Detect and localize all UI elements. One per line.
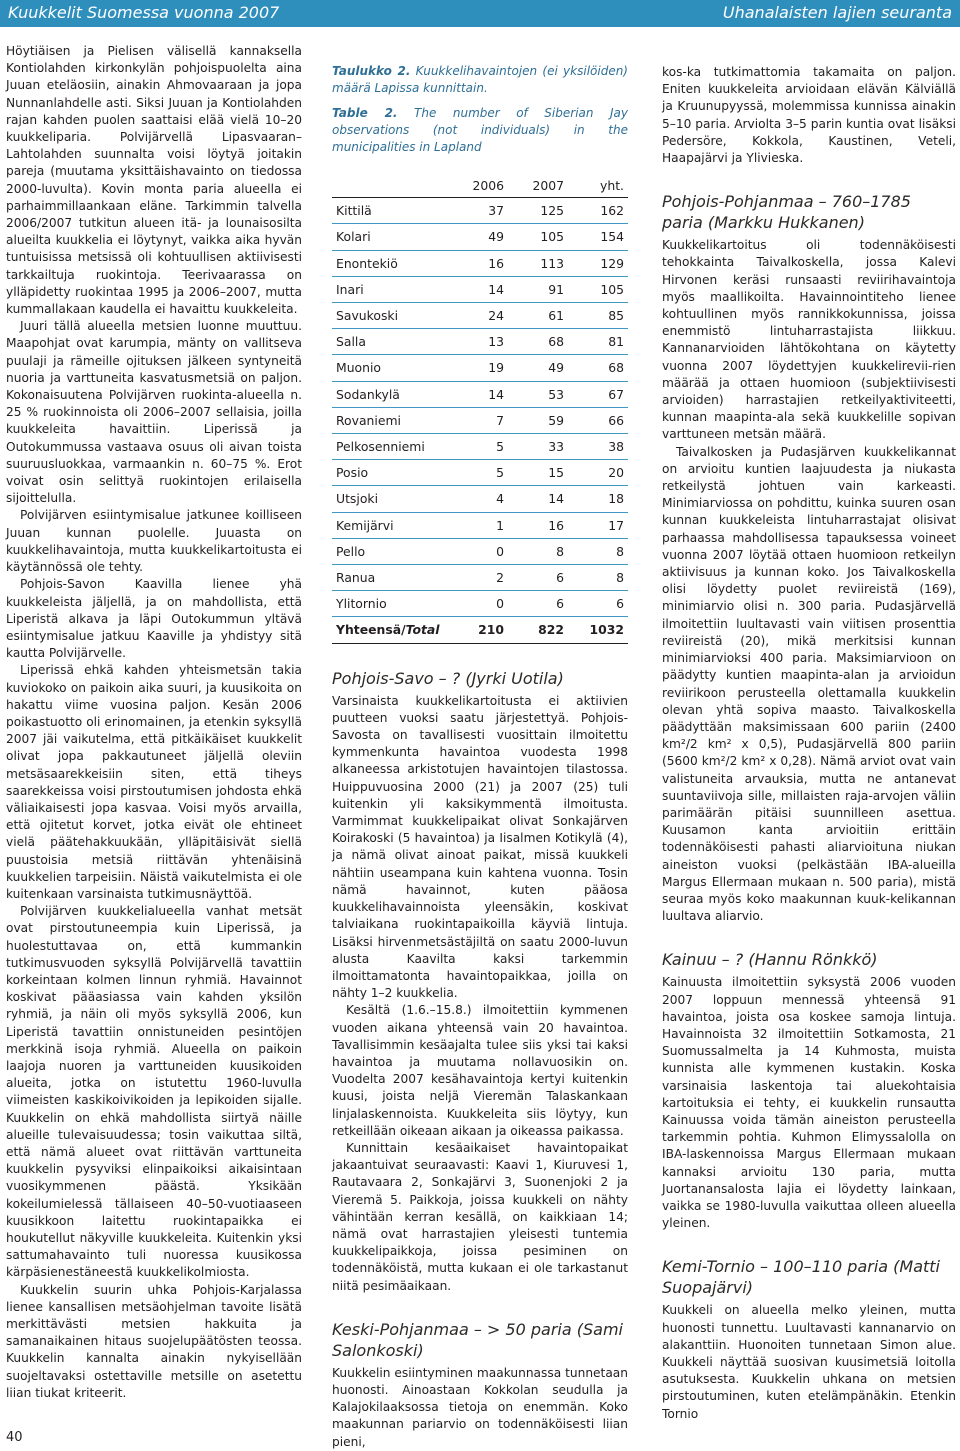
total-cell: 1032: [568, 617, 628, 643]
municipality-cell: Muonio: [332, 355, 448, 381]
table-row: [332, 434, 628, 460]
paragraph: Kuukkelin esiintyminen maakunnassa tunnetaan huonosti. Ainoastaan Kokkolan seudulla ja Kalajokilaaksossa tietoja on enemmän. Koko maakunnan pariarvio on todennäköisesti liian pieni,: [332, 1365, 628, 1449]
paragraph: Kuukkeli on alueella melko yleinen, mutta huonosti tunnettu. Luultavasti kannanarvio on alakanttiin. Huonoiten tunnetaan Simon alue. Kuukkeli näyttää suosivan kuusimetsiä loitolla asutuksesta. Kuukkelin uhkana on metsien pirstoutuminen, kuten etelämpänäkin. Etenkin Tornio: [662, 1303, 956, 1421]
section-heading: Kainuu – ? (Hannu Rönkkö): [662, 950, 878, 970]
municipality-cell: Utsjoki: [332, 486, 448, 512]
caption-text: The number of Siberian Jay observations (not individuals) in the municipalities in Lapland: [332, 106, 628, 154]
table-row: [332, 381, 628, 407]
municipality-cell: Enontekiö: [332, 250, 448, 276]
count-cell: 14: [508, 486, 568, 512]
table-row: [332, 329, 628, 355]
table-row: [332, 512, 628, 538]
municipality-cell: Ranua: [332, 565, 448, 591]
table-row: [332, 355, 628, 381]
count-cell: 81: [568, 329, 628, 355]
table-header: 2007: [508, 174, 568, 198]
total-label-en: Total: [405, 622, 440, 638]
count-cell: 16: [508, 512, 568, 538]
paragraph: kos-ka tutkimattomia takamaita on paljon. Eniten kuukkeleita arvioidaan elävän Kälviällä ja Kruunupyyssä, molemmissa kunnissa ainakin 5–10 paria. Arviolta 3–5 parin kuntia ovat lisäksi Pedersöre, Kokkola, Kaustinen, Veteli, Haapajärvi ja Ylivieska.: [662, 65, 956, 166]
total-label: Yhteensä/: [336, 622, 406, 638]
count-cell: 6: [568, 591, 628, 617]
count-cell: 15: [508, 460, 568, 486]
count-cell: 53: [508, 381, 568, 407]
municipality-cell: Savukoski: [332, 303, 448, 329]
table-header: 2006: [448, 174, 508, 198]
table-header: [332, 174, 448, 198]
count-cell: 49: [508, 355, 568, 381]
paragraph: Juuri tällä alueella metsien luonne muuttuu. Maapohjat ovat karumpia, mänty on vallitseva puulaji ja rämeille ojituksen jälkeen syntyneitä nuoria ja varttuneita kasvatusmetsiä on paljon. Kokonaisuutena Polvijärven ruokinta-alueella n. 25 % ruokinnoista oli 2006–2007 sellaisia, joilla kuukkeleita havaittiin. Liperissä ja Outokummussa vastaava osuus oli aivan toista suuruusluokkaa, varmaankin n. 60–75 %. Erot voivat osin selittyä ruokintojen erilaisella sijoittelulla.: [6, 319, 302, 506]
table-row: [332, 224, 628, 250]
municipality-cell: Pelkosenniemi: [332, 434, 448, 460]
count-cell: 13: [448, 329, 508, 355]
page-number: 40: [6, 1430, 23, 1445]
paragraph: Polvijärven esiintymisalue jatkunee koilliseen Juuan kunnan puolelle. Juuasta on kuukkelihavaintoja, mutta kuukkelikartoitusta ei käytännössä ole tehty.: [6, 508, 302, 575]
total-cell: 822: [508, 617, 568, 643]
count-cell: 85: [568, 303, 628, 329]
paragraph: Pohjois-Savon Kaavilla lienee yhä kuukkeleista jäljellä, ja on mahdollista, että Liperistä alkava ja läpi Outokummun yltävä esiintymisalue jatkuu Kaaville ja yhdistyy sitä kautta Polvijärvelle.: [6, 577, 302, 661]
count-cell: 2: [448, 565, 508, 591]
text-column-3: [662, 64, 956, 1423]
paragraph: Kesältä (1.6.–15.8.) ilmoitettiin kymmenen vuoden aikana yhteensä vain 20 havaintoa. Tavallisimmin kesäajalta tulee siis yksi tai kaksi havaintoa ja muutama nollavuosikin on. Vuodelta 2007 kesähavaintoja kertyi kuitenkin kuusi, joista neljä Vieremän Talaskankaan linjalaskennoista. Kuukkeleita siis löytyy, kun retkeillään oikeaan aikaan ja oikeassa paikassa.: [332, 1003, 628, 1138]
table-row: [332, 486, 628, 512]
table-row: [332, 198, 628, 224]
text-column-2: [332, 63, 628, 1451]
page-header: [0, 0, 960, 27]
count-cell: 17: [568, 512, 628, 538]
municipality-cell: Kemijärvi: [332, 512, 448, 538]
count-cell: 8: [568, 538, 628, 564]
count-cell: 0: [448, 538, 508, 564]
table-row: [332, 303, 628, 329]
caption-text: Kuukkelihavaintojen (ei yksilöiden) määrä Lapissa kunnittain.: [332, 64, 628, 95]
municipality-cell: Ylitornio: [332, 591, 448, 617]
count-cell: 5: [448, 434, 508, 460]
paragraph: Varsinaista kuukkelikartoitusta ei aktiivien puutteen vuoksi saatu järjestettyä. Pohjois-Savosta on tavallisesti vuosittain ilmoitettu kymmenkunta havaintoa vuodesta 1998 alkaneessa arkistotujen havaintojen tilastossa. Huippuvuosina 2000 (21) ja 2007 (25) tuli kuitenkin yli kaksikymmentä ilmoitusta. Varmimmat kuukkelipaikat olivat Sonkajärven Koirakoski (5 havaintoa) ja Iisalmen Kotikylä (4), ja nämä olivat ainoat paikat, missä kuukkeli nähtiin useampana kuin kahtena vuonna. Tosin nämä havainnot, kuten pääosa kuukkelihavainnoista yleensäkin, koskivat talviaikana ruokintapaikoilla käyviä lintuja. Lisäksi hirvenmetsästäjiltä on saatu 2000-luvun alusta Kaavilta kaksi tarkemmin ilmoittamatonta havaintopaikkaa, joilla on nähty 1–2 kuukkelia.: [332, 693, 628, 1001]
table-header: yht.: [568, 174, 628, 198]
count-cell: 16: [448, 250, 508, 276]
total-cell: 210: [448, 617, 508, 643]
count-cell: 8: [568, 565, 628, 591]
count-cell: 14: [448, 276, 508, 302]
municipality-cell: Sodankylä: [332, 381, 448, 407]
table-row: [332, 565, 628, 591]
total-label-cell: [332, 617, 448, 643]
count-cell: 91: [508, 276, 568, 302]
municipality-cell: Posio: [332, 460, 448, 486]
caption-label: Table 2.: [332, 106, 398, 120]
count-cell: 125: [508, 198, 568, 224]
section-title: Uhanalaisten lajien seuranta: [722, 3, 952, 22]
paragraph: Taivalkosken ja Pudasjärven kuukkelikannat on arvioitu kuntien laajuudesta ja niukasta retkeilystä johtuen vain karkeasti. Minimiarviossa on pohdittu, kuinka suuren osan kunnan kuukkeleista lintuharrastajat olisivat parhaassa mahdollisessa tapauksessa voineet vuonna 2007 löytää ottaen huomioon retkeilyn aktiivisuus ja kunnan koko. Jos Taivalkoskella olisi löydetty puolet reviireistä (169), minimiarvio olisi n. 300 paria. Pudasjärvellä ilmoitettiin luultavasti vain viitisen prosenttia reviireistä (20), mikä merkitsisi kunnan minimiarvioksi 400 paria. Maksimiarvioon on päädytty kuntien maapinta-alan ja arvioidun reviirikoon perusteella olettamalla kuukkelin olevan yhtä sopiva maasto. Taivalkoskella päädyttään maksimissaan 600 pariin (2400 km²/2 km² x 0,5), Pudasjärvellä 800 pariin (5600 km²/2 km² x 0,28). Nämä arviot ovat vain valistuneita arvauksia, mutta ne antanevat suuntaviivoja sille, millaisten raja-arvojen väliin parimäärän pitäisi suunnilleen asettua. Kuusamon kanta arvioitiin erittäin todennäköisesti pahasti aliarvioituna niukan aineiston vuoksi (pelkästään IBA-alueilla Margus Ellermaan mukaan n. 500 paria), mistä seuraa myös koko maakunnan kuuk-kelikannan luultava aliarvio.: [662, 444, 956, 924]
table-row: [332, 460, 628, 486]
municipality-cell: Kittilä: [332, 198, 448, 224]
count-cell: 19: [448, 355, 508, 381]
table-row: [332, 538, 628, 564]
count-cell: 67: [568, 381, 628, 407]
count-cell: 37: [448, 198, 508, 224]
table-row: [332, 591, 628, 617]
table-row: [332, 407, 628, 433]
count-cell: 129: [568, 250, 628, 276]
count-cell: 66: [568, 407, 628, 433]
count-cell: 68: [508, 329, 568, 355]
count-cell: 24: [448, 303, 508, 329]
table-row: [332, 250, 628, 276]
count-cell: 7: [448, 407, 508, 433]
count-cell: 8: [508, 538, 568, 564]
section-heading: Kemi-Tornio – 100–110 paria (Matti Suopajärvi): [662, 1257, 940, 1298]
count-cell: 113: [508, 250, 568, 276]
count-cell: 20: [568, 460, 628, 486]
count-cell: 61: [508, 303, 568, 329]
table-row: [332, 276, 628, 302]
count-cell: 6: [508, 591, 568, 617]
municipality-cell: Kolari: [332, 224, 448, 250]
table-total-row: [332, 617, 628, 643]
table-caption-en: [332, 105, 628, 156]
journal-title: Kuukkelit Suomessa vuonna 2007: [8, 3, 280, 22]
count-cell: 14: [448, 381, 508, 407]
paragraph: Kuukkelin suurin uhka Pohjois-Karjalassa lienee kansallisen metsäohjelman tavoite lisätä merkittävästi metsien hakkuita ja samanaikainen hitaus suojelupäätösten teossa. Kuukkelin kannalta ainakin nykyisellään suojeltavaksi ostettaville metsille on asetettu liian tiukat kriteerit.: [6, 1282, 302, 1400]
paragraph: Kainuusta ilmoitettiin syksystä 2006 vuoden 2007 loppuun mennessä yhteensä 91 havaintoa, joista osa koskee samoja lintuja. Havainnoista 32 ilmoitettiin Sotkamosta, 21 Suomussalmelta ja 14 Kuhmosta, muista kunnista alle kymmenen kustakin. Koska varsinaisia laskentoja tai aluekohtaisia kartoituksia ei tehty, ei kuukkelin runsautta Kainuussa voida tämän aineiston perusteella tarkemmin pohtia. Kuhmon Elimyssalolla on IBA-laskennoissa Margus Ellermaan mukaan kannaksi arvioitu 130 paria, mutta Juortanansalosta lajia ei löydetty lainkaan, vaikka se 1980-luvulla vaikuttaa olleen alueella yleinen.: [662, 975, 956, 1231]
section-heading: Keski-Pohjanmaa – > 50 paria (Sami Salonkoski): [332, 1319, 623, 1360]
count-cell: 1: [448, 512, 508, 538]
count-cell: 68: [568, 355, 628, 381]
caption-label: Taulukko 2.: [332, 64, 411, 78]
count-cell: 105: [508, 224, 568, 250]
count-cell: 59: [508, 407, 568, 433]
count-cell: 6: [508, 565, 568, 591]
count-cell: 154: [568, 224, 628, 250]
paragraph: Kuukkelikartoitus oli todennäköisesti tehokkainta Taivalkoskella, jossa Kalevi Hirvonen keräsi runsaasti reviirihavaintoja myös maallikoilta. Havainnointiteho lienee kohtuullinen myös rannikkokunnissa, joissa enemmistö lintuharrastajista liikkuu. Kannanarvioiden lähtökohtana on käytetty vuonna 2007 löydettyjen kuukkelirevii-rien määrää ja ottaen huomioon (subjektiivisesti arvioiden) harrastajien retkeilyaktiviteetti, kunnan maapinta-ala sekä kuukkelille sopivan varttuneen metsän määrä.: [662, 238, 956, 442]
count-cell: 38: [568, 434, 628, 460]
count-cell: 18: [568, 486, 628, 512]
section-heading: Pohjois-Pohjanmaa – 760–1785 paria (Markku Hukkanen): [662, 192, 911, 233]
municipality-cell: Salla: [332, 329, 448, 355]
paragraph: Liperissä ehkä kahden yhteismetsän takia kuviokoko on paikoin aika suuri, ja kuusikoita on hakattu viime vuosina paljon. Kesän 2006 poikastuotto oli erinomainen, ja etenkin syksyllä 2007 jäi vaikutelma, että pitkäikäiset kuukkelit olivat jopa pakkautuneet jäljellä oleviin metsäsaarekkeisiin siten, että tiheys saarekkeissa voisi pirstoutumisen johdosta ehkä väliaikaisesti jopa kasvaa. Voisi myös arvailla, että ojitetut korvet, jotka eivät ole ehtineet vielä päätehakkuukään, ylläpitäisivät siellä puustoisia metsiä riittävän yhtenäisinä kuukkelien tarpeisiin. Näistä vaikutelmista ei ole kuitenkaan varsinaista tutkimusnäyttöä.: [6, 663, 302, 901]
municipality-cell: Inari: [332, 276, 448, 302]
paragraph: Polvijärven kuukkelialueella vanhat metsät ovat pirstoutuneempia kuin Liperissä, ja huolestuttavaa on, että kummankin tutkimusvuoden syksyllä Polvijärvellä tavattiin korkeintaan kolmen linnun ryhmiä. Havainnot koskivat pääasiassa vain kahden yksilön ryhmiä, ja näin oli myös syksyllä 2006, kun Liperistä tavattiin onnistuneiden pesintöjen merkkinä isoja ryhmiä. Alueella on paikoin laajoja nuoren ja varttuneiden kuusikoiden alueita, jotka on istutettu 1960-luvulla viimeisten kaskikoivikoiden ja lepikoiden sijalle. Kuukkelin on ehkä mahdollista siirtyä näille alueille tulevaisuudessa; tosin vaikuttaa siltä, että nämä alueet ovat riittävän varttuneita kuukkelin pysyviksi elinpaikoiksi aikaisintaan vuosikymmenen päästä. Yksikään kokeilumielessä tällaiseen 40–50-vuotiaaseen kuusikkoon laitettu ruokintapaikka ei houkutellut näkyville kuukkeleita. Kuitenkin yksi sattumahavainto tuli nuoressa kuusikossa kärpäsienestäneestä kuukkelikolmiosta.: [6, 904, 302, 1280]
count-cell: 105: [568, 276, 628, 302]
municipality-cell: Pello: [332, 538, 448, 564]
count-cell: 5: [448, 460, 508, 486]
count-cell: 4: [448, 486, 508, 512]
count-cell: 0: [448, 591, 508, 617]
municipality-cell: Rovaniemi: [332, 407, 448, 433]
count-cell: 33: [508, 434, 568, 460]
table-caption-fi: [332, 63, 628, 97]
paragraph: Höytiäisen ja Pielisen välisellä kannaksella Kontiolahden kirkonkylän pohjoispuolelta aina Juuan eteläosiin, ainakin Ahmovaaraan ja jopa Nunnanlahdelle asti. Siksi Juuan ja Kontiolahden rajan kahden puolen saattaisi elää vielä 10–20 kuukkeliparia. Polvijärvellä Lipasvaaran–Lahtolahden suunnalta voisi löytyä joitakin pareja (muutama yksittäishavainto on tiedossa 2000-luvulta). Kovin monta paria alueella ei parhaimmillaankaan eläne. Tarkimmin talvella 2006/2007 tutkitun alueen itä- ja lounaisosilta alueilta kuukkelia ei löytynyt, vaikka aika hyvän tuntuisissa metsissä oli kohtuullisen aktiivisesti tarkkailtuja ruokintoja. Teerivaarassa on ylläpidetty ruokintaa 1995 ja 2006–2007, mutta kummallakaan kaudella ei havaittu kuukkeleita.: [6, 44, 302, 317]
text-column-1: [6, 43, 302, 1402]
count-cell: 49: [448, 224, 508, 250]
count-cell: 162: [568, 198, 628, 224]
section-heading: Pohjois-Savo – ? (Jyrki Uotila): [332, 668, 564, 688]
observations-table: [332, 174, 628, 644]
table-header-row: [332, 174, 628, 198]
paragraph: Kunnittain kesäaikaiset havaintopaikat jakaantuivat seuraavasti: Kaavi 1, Kiuruvesi 1, Rautavaara 2, Sonkajärvi 3, Suonenjoki 2 ja Vieremä 5. Paikkoja, joissa kuukkeli on nähty vähintään kerran kesällä, on kaikkiaan 14; nämä ovat harrastajien yleisesti tuntemia kuukkelipaikkoja, joissa pesiminen on todennäköistä, mutta kukaan ei ole tarkastanut niitä pesimäaikaan.: [332, 1140, 628, 1293]
